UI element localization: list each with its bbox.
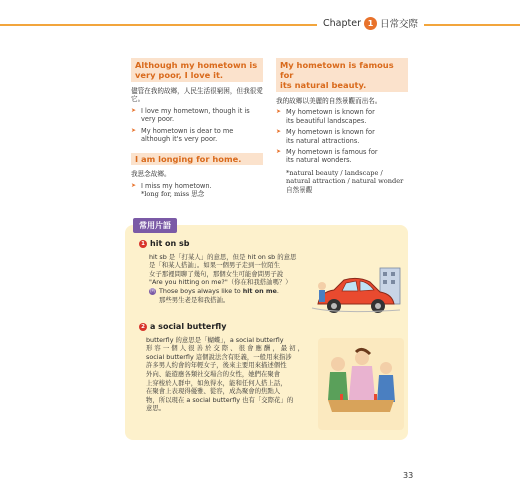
example-badge: 例 (149, 288, 155, 295)
chapter-title: 日常交際 (379, 19, 418, 30)
party-illustration (318, 338, 404, 430)
arrow-icon: ➤ (131, 126, 137, 134)
chinese-translation: 我的故鄉以美麗的自然景觀而出名。 (276, 97, 382, 105)
example-sentence: ➤ My hometown is famous for its natural wonders. (276, 148, 378, 165)
chinese-translation: 我思念故鄉。 (131, 170, 171, 179)
phrase-title: 1 hit on sb (139, 240, 309, 249)
phrase-example-translation: 那些男生老是和我搭訕。 (159, 295, 230, 304)
phrase-item-hit-on-sb (139, 240, 309, 304)
right-column (276, 58, 408, 194)
sentence-heading-3: My hometown is famous for its natural beauty. (276, 58, 408, 92)
chapter-label (317, 16, 424, 30)
sentence-heading-1: Although my hometown is very poor, I love it. (131, 58, 263, 82)
arrow-icon: ➤ (131, 181, 137, 189)
example-sentence: ➤ I love my hometown, though it is very poor. (131, 106, 250, 124)
phrase-title: 2 a social butterfly (139, 323, 315, 332)
arrow-icon: ➤ (276, 128, 282, 136)
phrase-example: 例 Those boys always like to hit on me. (149, 286, 279, 295)
chinese-translation: 儘管在我的故鄉，人民生活很窮困，但我很愛它。 (131, 87, 263, 104)
page-number: 33 (403, 471, 414, 480)
example-sentence: ➤ My hometown is known for its natural attractions. (276, 128, 375, 145)
arrow-icon: ➤ (276, 148, 282, 156)
sentence-heading-2: I am longing for home. (131, 153, 263, 165)
chapter-header (0, 14, 520, 36)
arrow-icon: ➤ (131, 106, 137, 114)
example-sentence: ➤ My hometown is dear to me although it's very poor. (131, 126, 234, 144)
vocab-note: *long for, miss 思念 (141, 190, 205, 199)
chapter-number-badge: 1 (364, 17, 377, 30)
common-phrases-tag: 常用片語 (133, 218, 177, 233)
chapter-word: Chapter (323, 17, 361, 29)
phrase-explanation: hit sb 是「打某人」的意思，但是 hit on sb 的意思 是「和某人搭訕」。如果一個男子走到一位陌生 女子那裡問聊了幾句，那個女生可能會問男子說 "Are you hitting on me?"（你在和我搭訕嗎？） (149, 252, 297, 287)
number-badge: 2 (139, 323, 147, 331)
phrase-explanation: butterfly 的意思是「蝴蝶」，a social butterfly 形 容 一 個 人 很 善 於 交 際 、 很 會 應 酬 ， 最 初 ， social butterfly 這個說法含有貶義，一般用來指涉 許多男人約會的年輕女子，後來主要用來描述個性 外向、能遊應各類社交場合的女性，她們在聚會 上穿梭於人群中，如魚得水，能和任何人搭上話， 在聚會上表現得優雅、從容，成為聚會的焦點人 物，所以現在 a social butterfly 也有「交際花」的 意思。 (146, 335, 304, 413)
arrow-icon: ➤ (276, 108, 282, 116)
example-sentence: ➤ My hometown is known for its beautiful landscapes. (276, 108, 375, 125)
vocab-note: *natural beauty / landscape / natural attraction / natural wonder 自然景觀 (286, 168, 404, 194)
example-sentence: ➤ I miss my hometown. (131, 181, 212, 190)
number-badge: 1 (139, 240, 147, 248)
left-column (131, 58, 263, 199)
phrase-item-social-butterfly (139, 323, 315, 413)
car-illustration (310, 262, 405, 322)
header-rule (0, 24, 520, 26)
